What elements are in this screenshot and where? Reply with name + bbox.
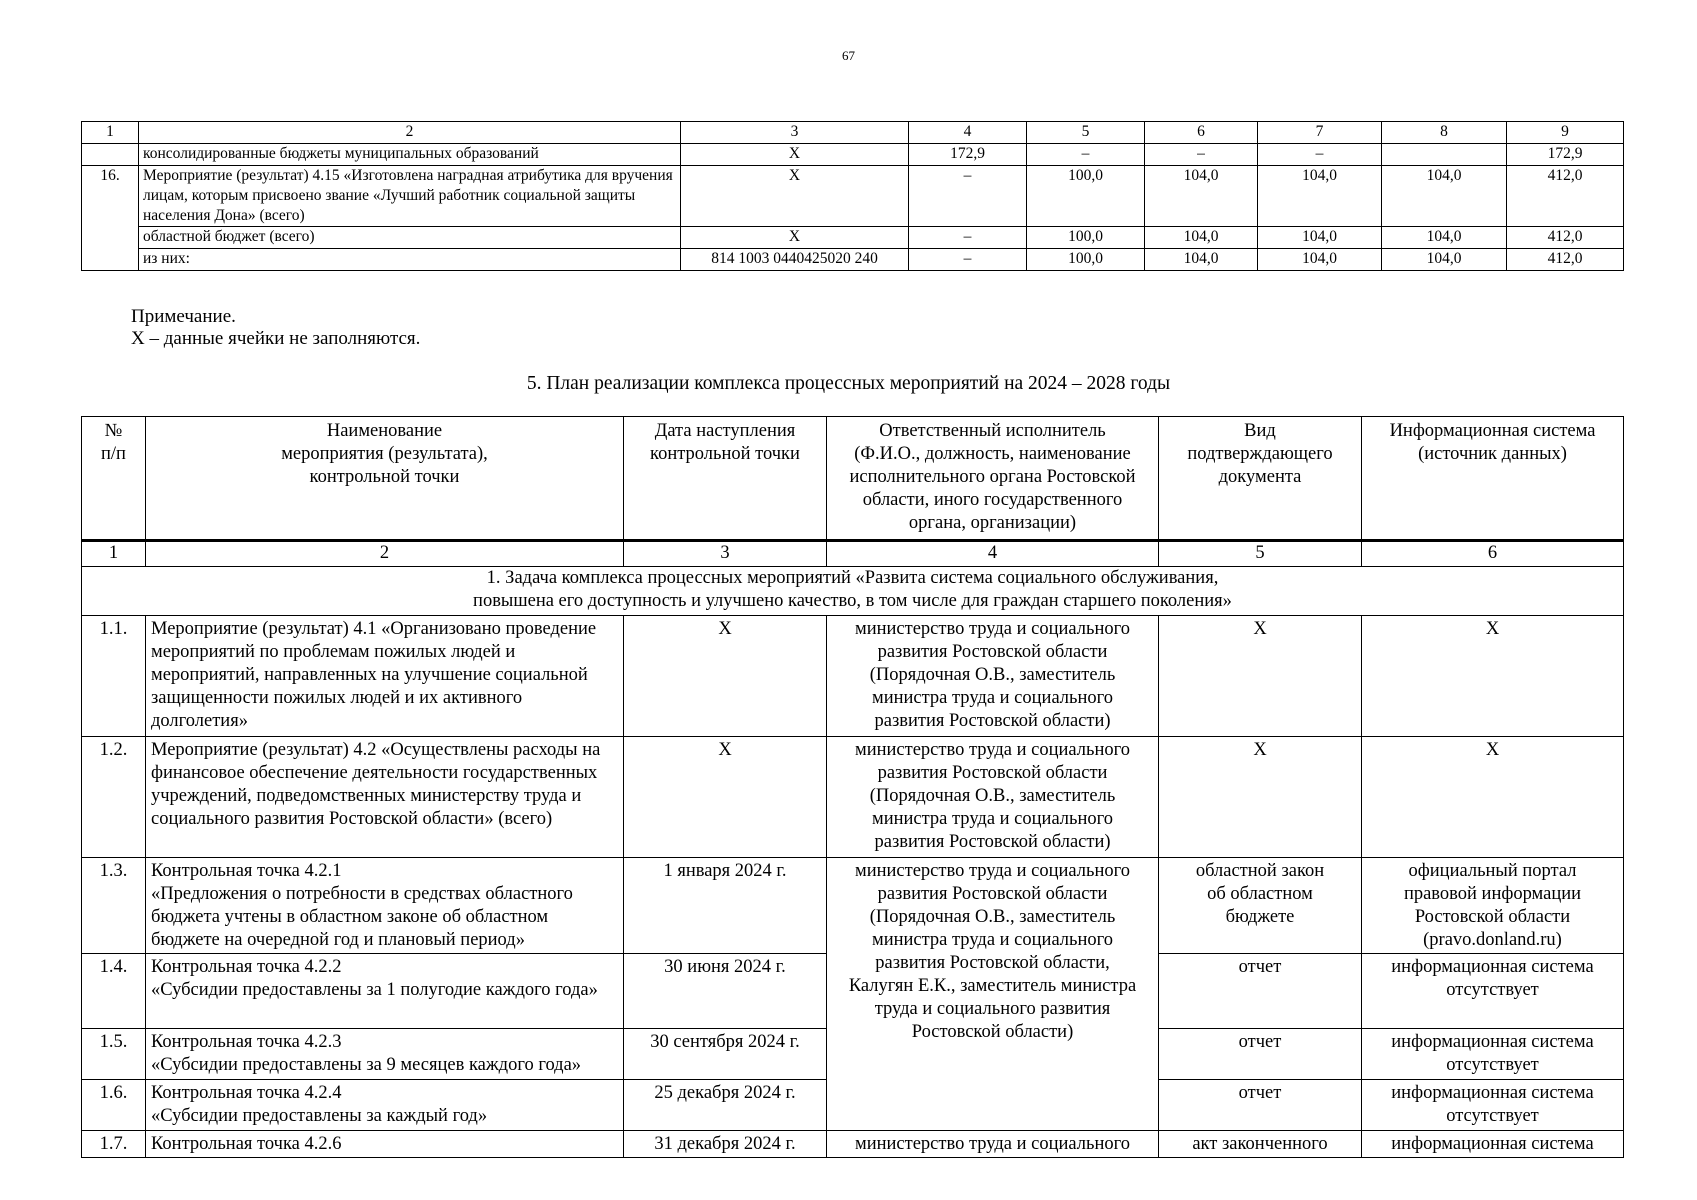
row-number: 1.1. [82,616,146,737]
row-number: 1.6. [82,1080,146,1131]
row-value: 100,0 [1027,249,1145,271]
table-row [82,144,1624,166]
row-info-system: X [1362,616,1624,737]
column-number: 5 [1159,541,1362,567]
row-document: отчет [1159,1080,1362,1131]
row-name: Контрольная точка 4.2.4 «Субсидии предоставлены за каждый год» [146,1080,624,1131]
row-value: 104,0 [1258,166,1382,227]
row-info-system: информационная система отсутствует [1362,954,1624,1029]
row-number: 16. [82,166,139,271]
row-value: 172,9 [1507,144,1624,166]
row-document: отчет [1159,954,1362,1029]
row-value: 104,0 [1258,249,1382,271]
budget-table [81,121,1624,271]
header-cell: № п/п [82,417,146,541]
header-cell: Ответственный исполнитель (Ф.И.О., должность, наименование исполнительного органа Ростовской области, иного государственного органа, организации) [827,417,1159,541]
table-row [82,249,1624,271]
row-name: Мероприятие (результат) 4.15 «Изготовлена наградная атрибутика для вручения лицам, которым присвоено звание «Лучший работник социальной защиты населения Дона» (всего) [139,166,681,227]
table-row [82,1131,1624,1158]
row-name: областной бюджет (всего) [139,227,681,249]
row-value: – [1258,144,1382,166]
table-row [82,616,1624,737]
section-title: 5. План реализации комплекса процессных мероприятий на 2024 – 2028 годы [526,373,1171,394]
row-number: 1.5. [82,1029,146,1080]
header-cell: 8 [1382,122,1507,144]
row-value: – [909,249,1027,271]
task-row [82,567,1624,616]
row-document: акт законченного [1159,1131,1362,1158]
row-value: 104,0 [1382,227,1507,249]
table-row [82,858,1624,954]
note-title: Примечание. [131,306,236,327]
row-info-system: официальный портал правовой информации Ростовской области (pravo.donland.ru) [1362,858,1624,954]
row-info-system: информационная система отсутствует [1362,1080,1624,1131]
row-value [1382,144,1507,166]
row-value: 104,0 [1258,227,1382,249]
row-number: 1.3. [82,858,146,954]
row-info-system: информационная система [1362,1131,1624,1158]
row-date: 25 декабря 2024 г. [624,1080,827,1131]
row-value: 104,0 [1145,249,1258,271]
header-cell: Дата наступления контрольной точки [624,417,827,541]
header-cell: 4 [909,122,1027,144]
header-cell: Информационная система (источник данных) [1362,417,1624,541]
row-value: 100,0 [1027,227,1145,249]
row-value: 104,0 [1382,166,1507,227]
row-document: X [1159,737,1362,858]
row-code: X [681,166,909,227]
table-row [82,227,1624,249]
header-cell: 9 [1507,122,1624,144]
row-value: 412,0 [1507,227,1624,249]
page-number: 67 [842,48,855,63]
row-document: X [1159,616,1362,737]
row-name: Мероприятие (результат) 4.1 «Организовано проведение мероприятий по проблемам пожилых людей и мероприятий, направленных на улучшение социальной защищенности пожилых людей и их активного долголетия» [146,616,624,737]
column-number: 4 [827,541,1159,567]
table-header-row [82,122,1624,144]
column-number: 3 [624,541,827,567]
row-name: Контрольная точка 4.2.6 [146,1131,624,1158]
table-header-row [82,417,1624,541]
table-row [82,737,1624,858]
row-value: – [909,166,1027,227]
row-value: – [1027,144,1145,166]
row-name: Контрольная точка 4.2.3 «Субсидии предоставлены за 9 месяцев каждого года» [146,1029,624,1080]
row-name: из них: [139,249,681,271]
header-cell: 2 [139,122,681,144]
row-value: – [909,227,1027,249]
row-value: 104,0 [1145,227,1258,249]
column-number: 1 [82,541,146,567]
row-name: Контрольная точка 4.2.1 «Предложения о потребности в средствах областного бюджета учтены в областном законе об областном бюджете на очередной год и плановый период» [146,858,624,954]
row-name: консолидированные бюджеты муниципальных образований [139,144,681,166]
column-number: 6 [1362,541,1624,567]
header-cell: 3 [681,122,909,144]
column-number-row [82,541,1624,567]
row-code: X [681,227,909,249]
plan-table [81,416,1624,1158]
row-name: Контрольная точка 4.2.2 «Субсидии предоставлены за 1 полугодие каждого года» [146,954,624,1029]
row-number [82,144,139,166]
column-number: 2 [146,541,624,567]
row-responsible: министерство труда и социального развития Ростовской области (Порядочная О.В., заместитель министра труда и социального развития Ростовской области, Калугян Е.К., заместитель министра труда и социального развития Ростовской области) [827,858,1159,1131]
row-date: X [624,737,827,858]
row-value: 104,0 [1145,166,1258,227]
row-date: 1 января 2024 г. [624,858,827,954]
row-value: 100,0 [1027,166,1145,227]
row-info-system: X [1362,737,1624,858]
row-document: областной закон об областном бюджете [1159,858,1362,954]
row-date: 30 сентября 2024 г. [624,1029,827,1080]
row-info-system: информационная система отсутствует [1362,1029,1624,1080]
header-cell: 7 [1258,122,1382,144]
row-number: 1.7. [82,1131,146,1158]
header-cell: 1 [82,122,139,144]
row-code: 814 1003 0440425020 240 [681,249,909,271]
row-value: – [1145,144,1258,166]
row-value: 412,0 [1507,166,1624,227]
row-date: 30 июня 2024 г. [624,954,827,1029]
row-name: Мероприятие (результат) 4.2 «Осуществлены расходы на финансовое обеспечение деятельности государственных учреждений, подведомственных министерству труда и социального развития Ростовской области» (всего) [146,737,624,858]
row-responsible: министерство труда и социального развития Ростовской области (Порядочная О.В., заместитель министра труда и социального развития Ростовской области) [827,616,1159,737]
row-value: 104,0 [1382,249,1507,271]
header-cell: 6 [1145,122,1258,144]
header-cell: Наименование мероприятия (результата), контрольной точки [146,417,624,541]
row-date: X [624,616,827,737]
table-row [82,166,1624,227]
row-value: 412,0 [1507,249,1624,271]
task-title: 1. Задача комплекса процессных мероприятий «Развита система социального обслуживания, повышена его доступность и улучшено качество, в том числе для граждан старшего поколения» [82,567,1624,616]
row-code: X [681,144,909,166]
row-responsible: министерство труда и социального развития Ростовской области (Порядочная О.В., заместитель министра труда и социального развития Ростовской области) [827,737,1159,858]
header-cell: Вид подтверждающего документа [1159,417,1362,541]
header-cell: 5 [1027,122,1145,144]
row-number: 1.4. [82,954,146,1029]
row-number: 1.2. [82,737,146,858]
row-date: 31 декабря 2024 г. [624,1131,827,1158]
note-text: X – данные ячейки не заполняются. [131,328,421,349]
row-document: отчет [1159,1029,1362,1080]
row-value: 172,9 [909,144,1027,166]
row-responsible: министерство труда и социального [827,1131,1159,1158]
